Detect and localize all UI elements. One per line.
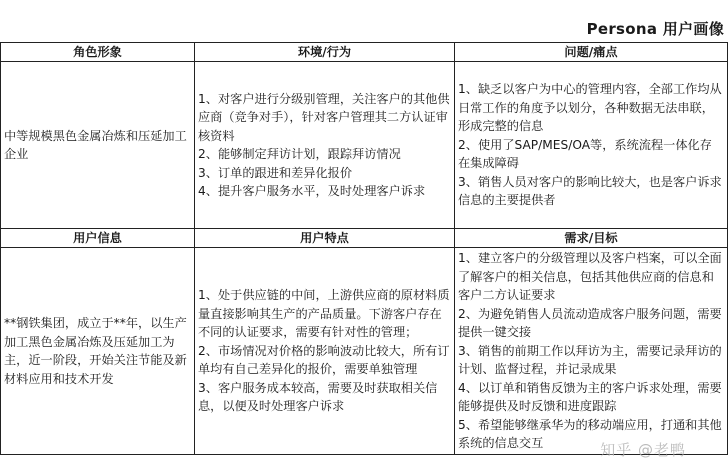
header-user-info: 用户信息	[1, 229, 195, 248]
header-needs-goals: 需求/目标	[455, 229, 728, 248]
needs-goals-text: 1、建立客户的分级管理以及客户档案，可以全面了解客户的相关信息，包括其他供应商的信息和客户二方认证要求 2、为避免销售人员流动造成客户服务问题，需要提供一键交接 3、销售的前期工作以拜访为主，需要记录拜访的计划、监督过程，并记录成果 4、以订单和销售反馈为主的客户诉求处理，需要能够提供及时反馈和进度跟踪 5、希望能够继承华为的移动端应用，打通和其他系统的信息交互	[458, 251, 722, 451]
header-user-traits: 用户特点	[195, 229, 455, 248]
problems-pain-points-text: 1、缺乏以客户为中心的管理内容，全部工作均从日常工作的角度予以划分，各种数据无法串联，形成完整的信息 2、使用了SAP/MES/OA等，系统流程一体化存在集成障碍 3、销售人员对客户的影响比较大，也是客户诉求信息的主要提供者	[458, 82, 722, 208]
cell-needs-goals	[455, 248, 728, 455]
cell-user-info	[1, 248, 195, 455]
header-environment-behavior: 环境/行为	[195, 43, 455, 62]
header-role-image: 角色形象	[1, 43, 195, 62]
cell-user-traits	[195, 248, 455, 455]
content-row-1	[1, 62, 728, 229]
header-row-2	[1, 229, 728, 248]
content-row-2	[1, 248, 728, 455]
page-title: Persona 用户画像	[586, 20, 724, 38]
user-traits-text: 1、处于供应链的中间，上游供应商的原材料质量直接影响其生产的产品质量。下游客户存在不同的认证要求，需要有针对性的管理； 2、市场情况对价格的影响波动比较大，所有订单均有自己差异化的报价，需要单独管理 3、客户服务成本较高，需要及时获取相关信息，以便及时处理客户诉求	[198, 288, 450, 414]
cell-environment-behavior	[195, 62, 455, 229]
header-problems-pain-points: 问题/痛点	[455, 43, 728, 62]
cell-role-image	[1, 62, 195, 229]
role-image-text: 中等规模黑色金属冶炼和压延加工企业	[4, 128, 187, 161]
watermark: 知乎 @老鸭	[600, 441, 686, 459]
header-row-1	[1, 43, 728, 62]
environment-behavior-text: 1、对客户进行分级别管理，关注客户的其他供应商（竞争对手），针对客户管理其二方认证审核资料 2、能够制定拜访计划，跟踪拜访情况 3、订单的跟进和差异化报价 4、提升客户服务水平，及时处理客户诉求	[198, 91, 450, 198]
cell-problems-pain-points	[455, 62, 728, 229]
persona-table	[0, 42, 728, 455]
user-info-text: **钢铁集团，成立于**年，以生产加工黑色金属冶炼及压延加工为主，近一阶段，开始关注节能及新材料应用和技术开发	[4, 316, 187, 386]
